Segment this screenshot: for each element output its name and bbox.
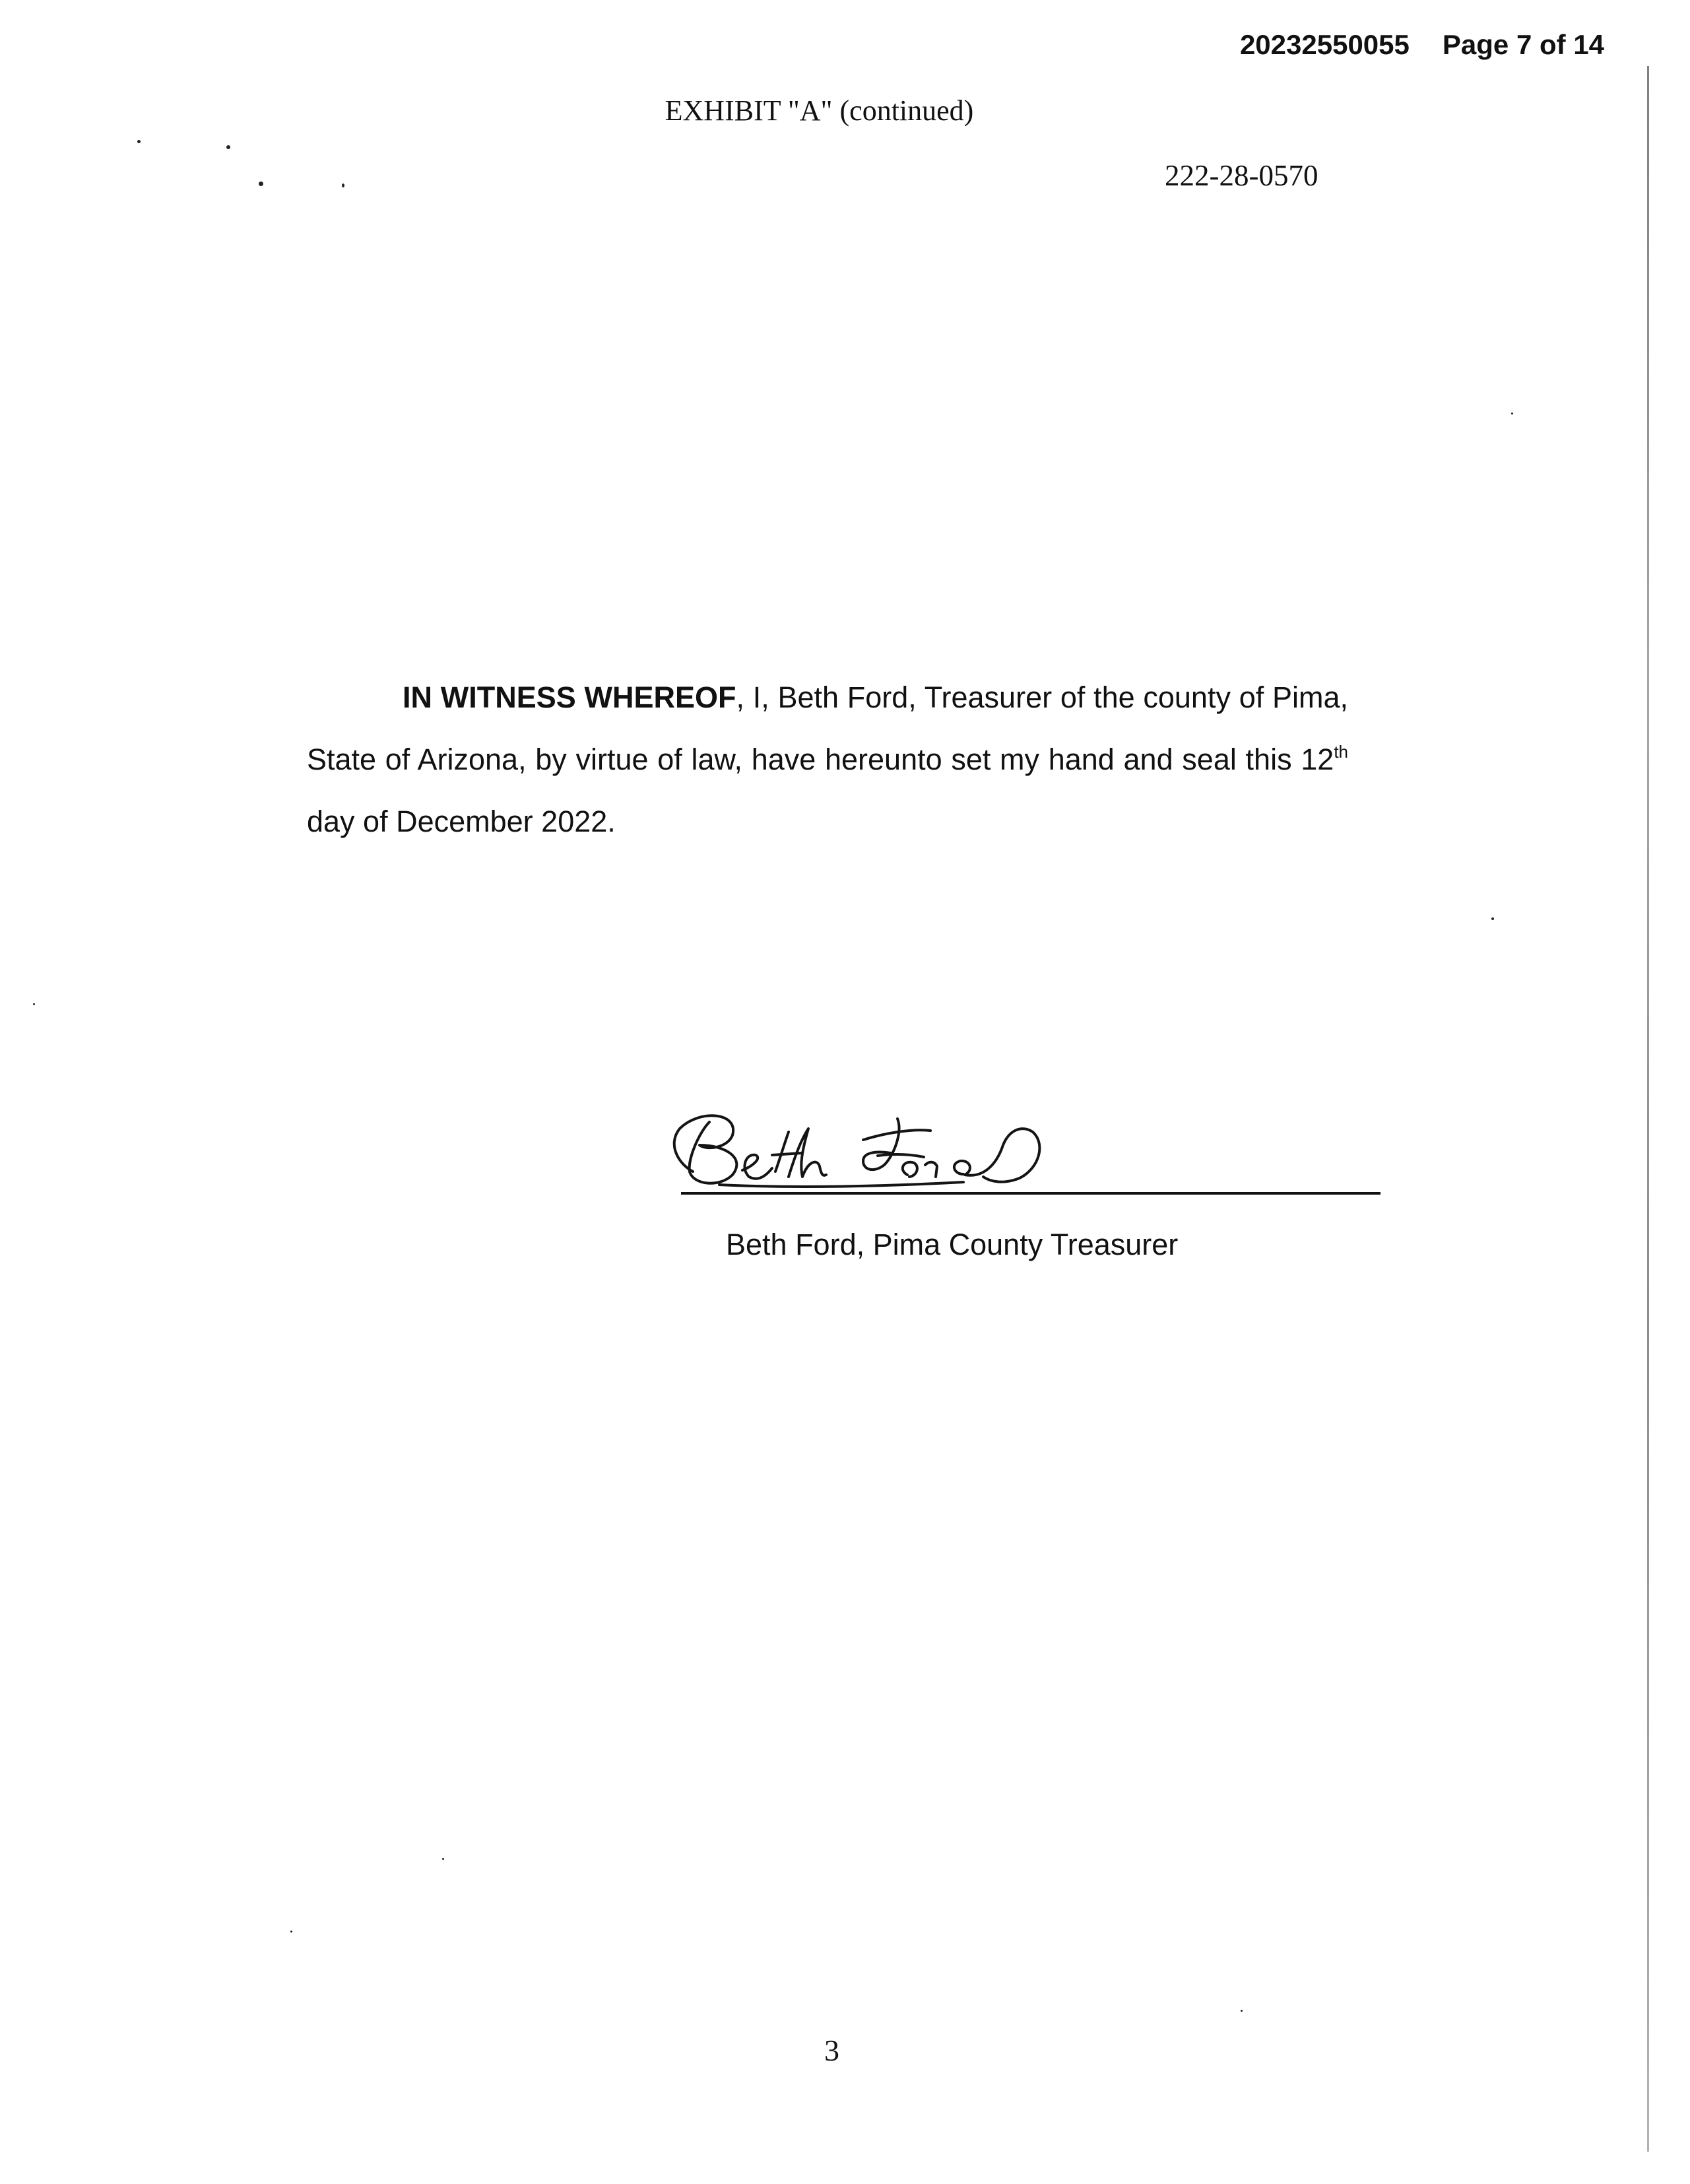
signer-caption: Beth Ford, Pima County Treasurer (726, 1228, 1179, 1261)
page-number: 3 (824, 2034, 839, 2067)
ordinal-suffix: th (1334, 742, 1348, 762)
document-number: 20232550055 (1239, 29, 1410, 60)
recording-info (1240, 29, 1604, 61)
witness-text-1: , I, Beth Ford, Treasurer of the county of Pima, State of Arizona, by virtue of law, have hereunto set my hand and seal this 12 (307, 680, 1348, 776)
scan-speck (290, 1931, 292, 1933)
signature-line (681, 1192, 1381, 1195)
scan-speck (1491, 917, 1494, 920)
scan-speck (342, 183, 344, 187)
scan-speck (442, 1858, 444, 1860)
scan-speck (226, 145, 230, 149)
exhibit-title: EXHIBIT "A" (continued) (665, 94, 974, 127)
scan-speck (33, 1003, 35, 1005)
scan-speck (1241, 2010, 1243, 2012)
parcel-number: 222-28-0570 (1165, 159, 1318, 192)
page-label: Page 7 of 14 (1442, 29, 1604, 60)
scan-speck (259, 182, 263, 186)
witness-text-2: day of December 2022. (307, 805, 616, 838)
scan-speck (1511, 413, 1513, 414)
handwritten-signature (653, 1092, 1115, 1198)
scan-edge (1647, 66, 1649, 2152)
witness-lead: IN WITNESS WHEREOF (403, 680, 736, 714)
witness-paragraph (307, 667, 1348, 853)
scan-speck (137, 140, 141, 143)
